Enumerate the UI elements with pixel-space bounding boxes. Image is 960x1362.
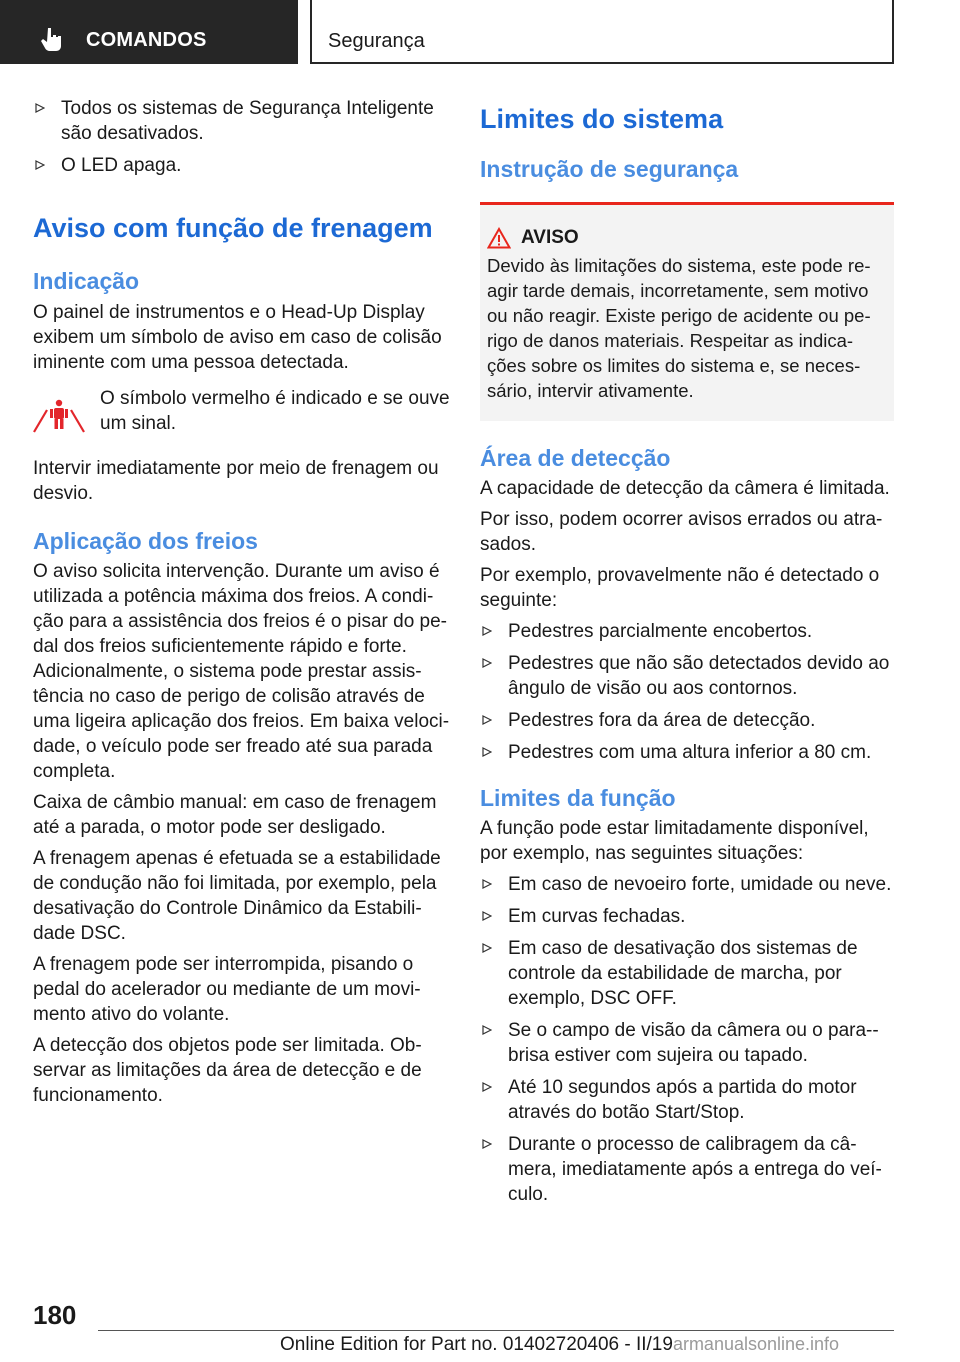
- chapter-tab: [0, 0, 298, 64]
- heading-aviso: Aviso com função de frenagem: [33, 213, 433, 243]
- paragraph: A função pode estar limitadamente disponível, por exemplo, nas seguintes situações:: [480, 818, 869, 864]
- triangle-right-icon: [482, 911, 492, 921]
- list-item: O LED apaga.: [33, 153, 451, 178]
- left-column: [33, 96, 451, 1114]
- heading-limites: Limites do sistema: [480, 104, 724, 134]
- list-item: Pedestres parcialmente encobertos.: [480, 619, 894, 644]
- paragraph: A capacidade de detecção da câmera é limitada.: [480, 478, 890, 499]
- warning-text: Devido às limitações do sistema, este pode re‐agir tarde demais, incorretamente, sem motivo ou não reagir. Existe perigo de acidente ou pe‐rigo de danos materiais. Respeitar as indica‐ções sobre os limites do sistema e, se neces‐sário, intervir ativamente.: [487, 255, 871, 401]
- list-item: Em caso de nevoeiro forte, umidade ou neve.: [480, 872, 894, 897]
- triangle-right-icon: [482, 1139, 492, 1149]
- symbol-row: [33, 386, 451, 436]
- list-item: Pedestres fora da área de detecção.: [480, 708, 894, 733]
- hand-pointer-icon: [40, 26, 64, 52]
- watermark-text: armanualsonline.info: [672, 1334, 840, 1354]
- paragraph: O aviso solicita intervenção. Durante um aviso é utilizada a potência máxima dos freios. A condi‐ção para a assistência dos freios é o pisar do pe‐dal dos freios suficientemente rápido e forte. Adicionalmente, o sistema pode prestar assis‐tência no caso de perigo de colisão através de uma ligeira aplicação dos freios. Em baixa veloci‐dade, o veículo pode ser freado até sua parada completa.: [33, 561, 450, 782]
- heading-area: Área de detecção: [480, 445, 671, 471]
- page-number: 180: [33, 1300, 77, 1330]
- triangle-right-icon: [482, 715, 492, 725]
- paragraph: A frenagem pode ser interrompida, pisando o pedal do acelerador ou mediante de um movi‐mento ativo do volante.: [33, 954, 421, 1025]
- paragraph: Caixa de câmbio manual: em caso de frenagem até a parada, o motor pode ser desligado.: [33, 792, 437, 838]
- bullet-list-top: [33, 96, 451, 178]
- symbol-description: O símbolo vermelho é indicado e se ouve um sinal.: [100, 388, 450, 434]
- paragraph: Intervir imediatamente por meio de frenagem ou desvio.: [33, 458, 439, 504]
- triangle-right-icon: [482, 943, 492, 953]
- triangle-right-icon: [482, 1025, 492, 1035]
- triangle-right-icon: [482, 626, 492, 636]
- footer-divider: [98, 1330, 894, 1331]
- list-item: Pedestres com uma altura inferior a 80 cm.: [480, 740, 894, 765]
- triangle-right-icon: [482, 1082, 492, 1092]
- heading-aplicacao: Aplicação dos freios: [33, 528, 258, 554]
- section-header: [310, 0, 894, 64]
- list-item: Durante o processo de calibragem da câ‐mera, imediatamente após a entrega do veí‐culo.: [480, 1132, 894, 1207]
- edition-footer: [280, 1334, 839, 1356]
- list-item: Se o campo de visão da câmera ou o para‐-brisa estiver com sujeira ou tapado.: [480, 1018, 894, 1068]
- list-item: Pedestres que não são detectados devido ao ângulo de visão ou aos contornos.: [480, 651, 894, 701]
- triangle-right-icon: [35, 103, 45, 113]
- warning-title: AVISO: [487, 227, 886, 249]
- list-item: Até 10 segundos após a partida do motor através do botão Start/Stop.: [480, 1075, 894, 1125]
- warning-box: [480, 202, 894, 421]
- pedestrian-warning-icon: [33, 398, 85, 434]
- section-title: Segurança: [328, 30, 425, 52]
- right-column: [480, 96, 894, 1214]
- bullet-list-funcao: [480, 872, 894, 1207]
- paragraph: Por exemplo, provavelmente não é detectado o seguinte:: [480, 565, 880, 611]
- paragraph: A detecção dos objetos pode ser limitada. Ob‐servar as limitações da área de detecção e de funcionamento.: [33, 1035, 422, 1106]
- heading-indicacao: Indicação: [33, 268, 140, 294]
- triangle-right-icon: [482, 658, 492, 668]
- paragraph: O painel de instrumentos e o Head-Up Display exibem um símbolo de aviso em caso de colisão iminente com uma pessoa detectada.: [33, 302, 442, 373]
- chapter-title: COMANDOS: [86, 29, 207, 51]
- edition-text: Online Edition for Part no. 01402720406 - II/19: [280, 1334, 673, 1355]
- paragraph: Por isso, podem ocorrer avisos errados ou atra‐sados.: [480, 509, 883, 555]
- triangle-right-icon: [482, 747, 492, 757]
- list-item: Em curvas fechadas.: [480, 904, 894, 929]
- list-item: Todos os sistemas de Segurança Inteligente são desativados.: [33, 96, 451, 146]
- triangle-right-icon: [35, 160, 45, 170]
- paragraph: A frenagem apenas é efetuada se a estabilidade de condução não foi limitada, por exemplo, pela desativação do Controle Dinâmico da Estabili‐dade DSC.: [33, 848, 441, 944]
- heading-instrucao: Instrução de segurança: [480, 156, 739, 182]
- warning-triangle-icon: [487, 227, 511, 249]
- list-item: Em caso de desativação dos sistemas de controle da estabilidade de marcha, por exemplo, DSC OFF.: [480, 936, 894, 1011]
- heading-funcao: Limites da função: [480, 785, 676, 811]
- triangle-right-icon: [482, 879, 492, 889]
- bullet-list-area: [480, 619, 894, 765]
